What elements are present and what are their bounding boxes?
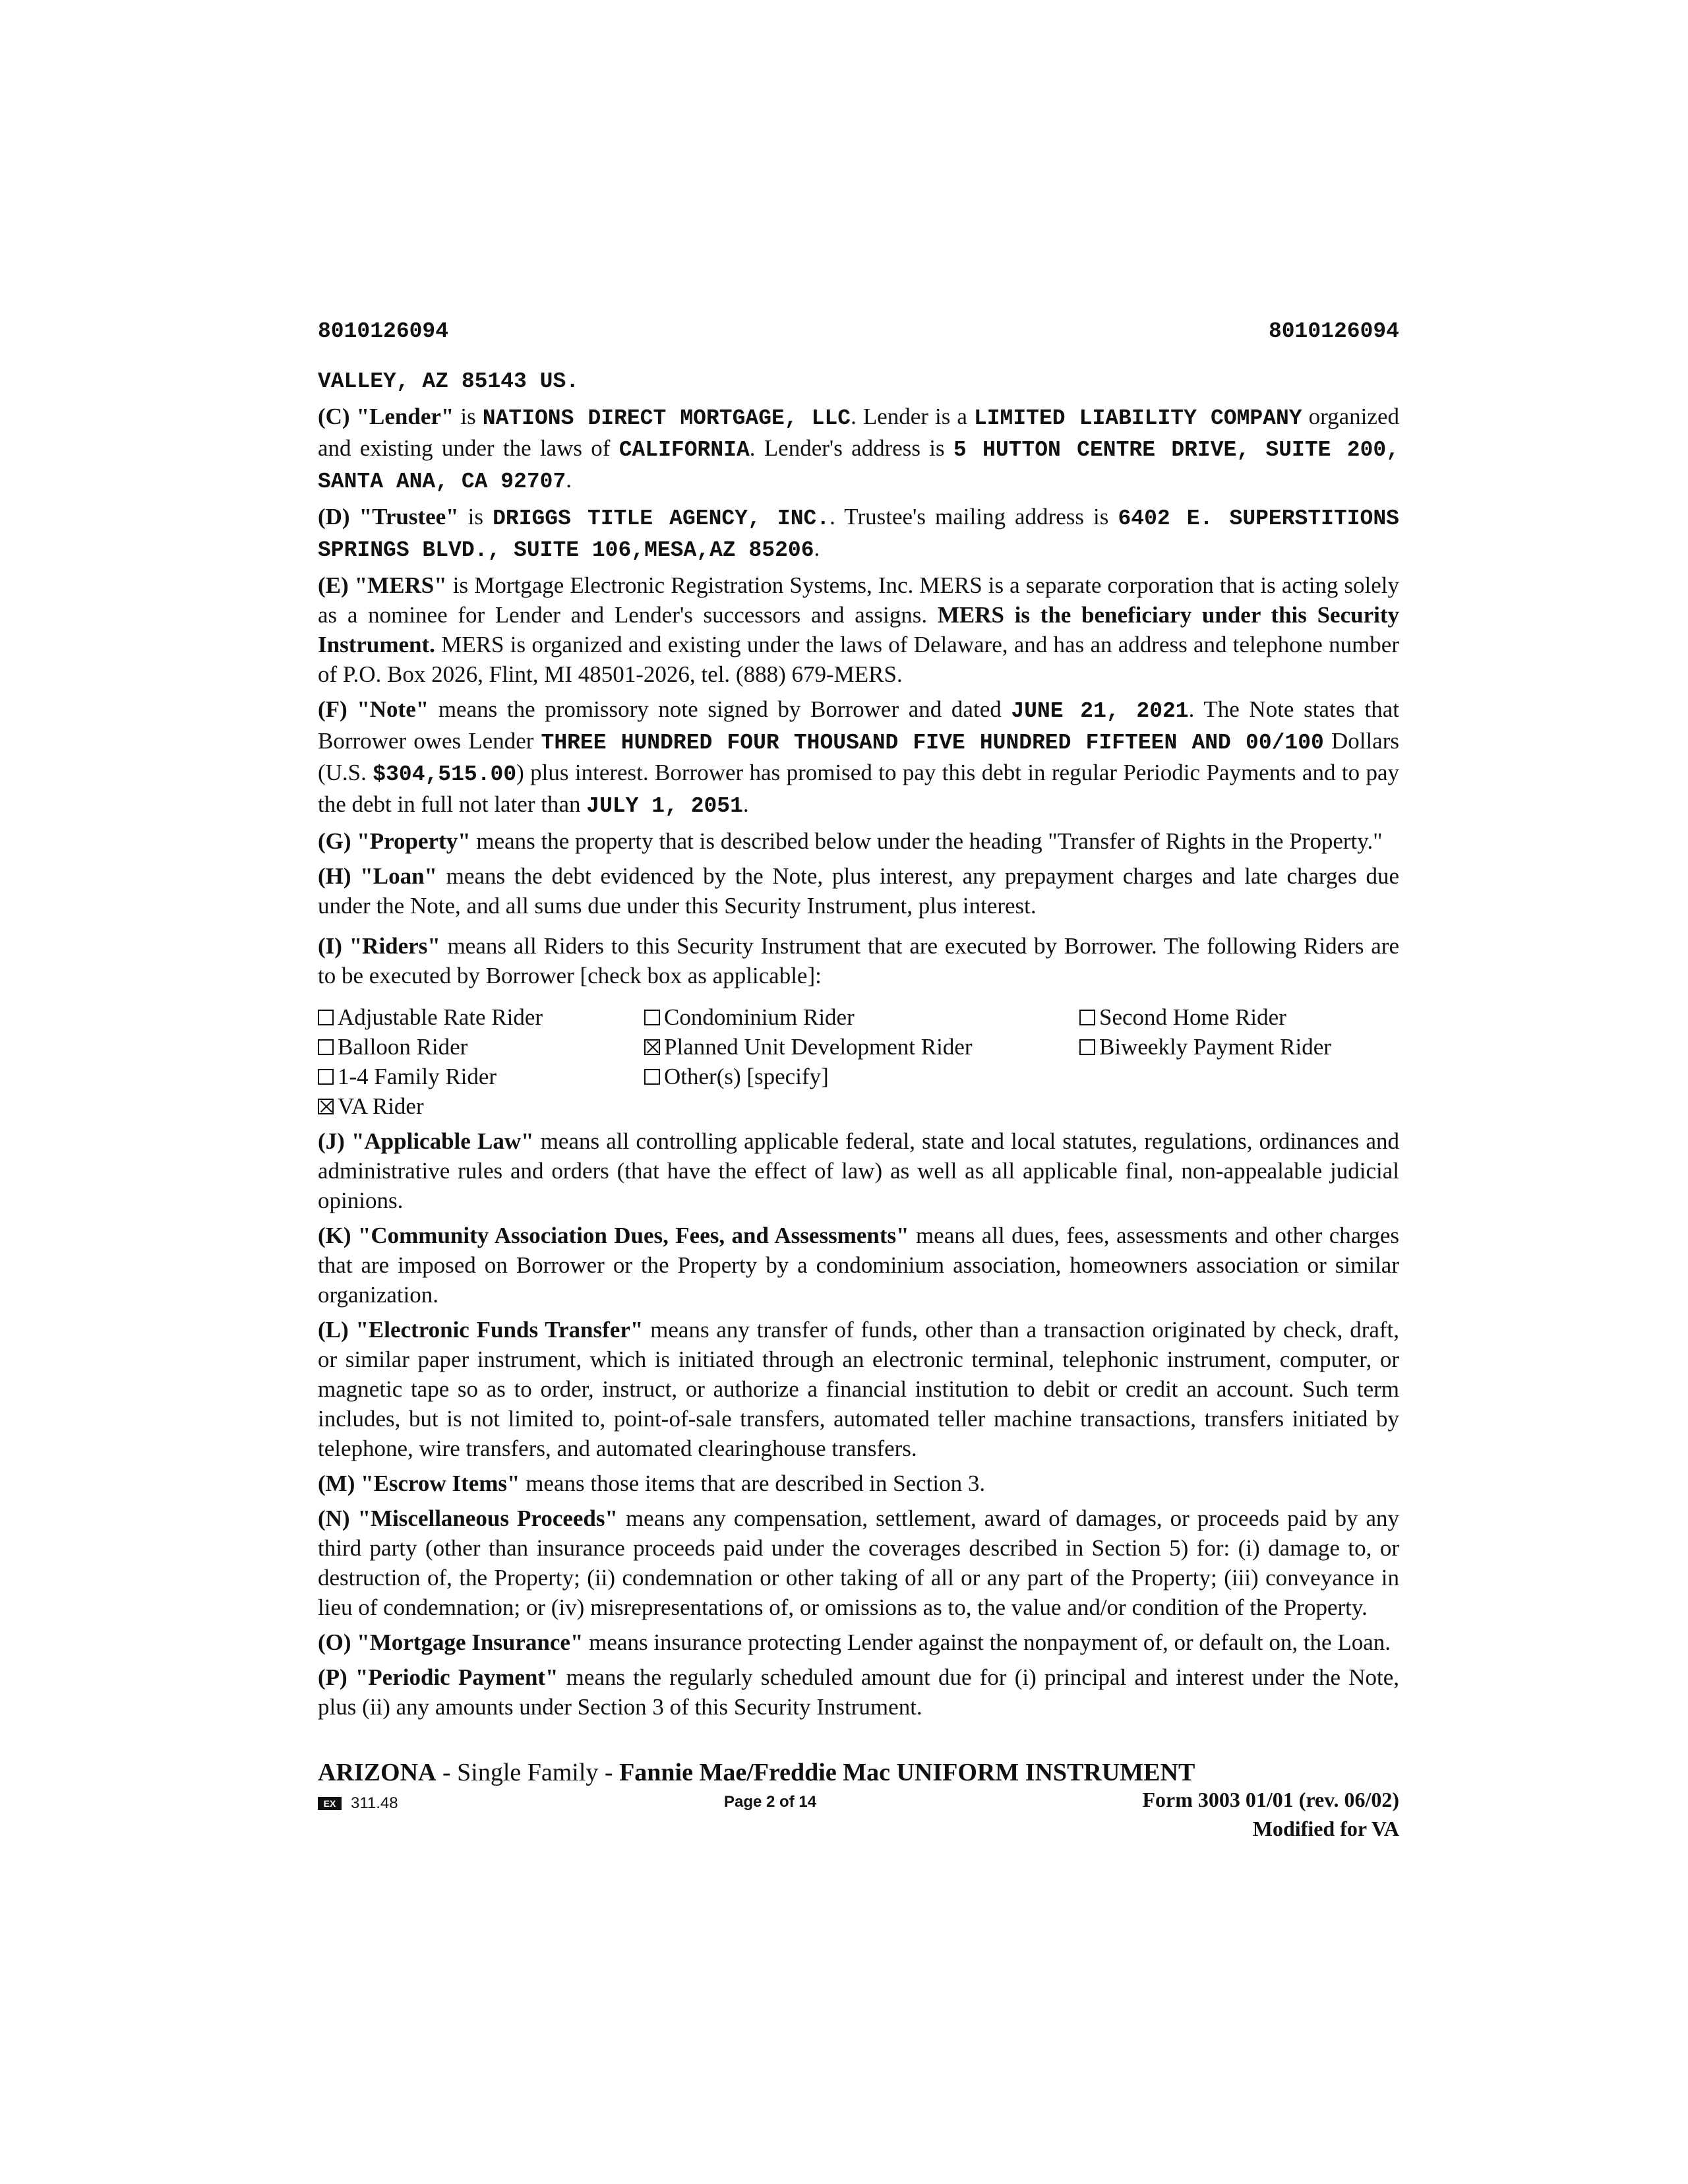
modified-for-va: Modified for VA bbox=[1252, 1817, 1399, 1840]
section-e-text-2: MERS is organized and existing under the laws of Delaware, and has an address and telephone number of P.O. Box 2026, Flint, MI 48501-2026, tel. (888) 679-MERS. bbox=[318, 632, 1399, 687]
section-p-label: (P) "Periodic Payment" bbox=[318, 1664, 558, 1690]
loan-number-right: 8010126094 bbox=[1268, 319, 1399, 344]
section-h-text: means the debt evidenced by the Note, plus interest, any prepayment charges and late charges due under the Note, and all sums due under this Security Instrument, plus interest. bbox=[318, 863, 1399, 919]
section-h-label: (H) "Loan" bbox=[318, 863, 437, 889]
footer-row bbox=[318, 1788, 1399, 1815]
section-d-label: (D) "Trustee" bbox=[318, 504, 459, 530]
rider-adjustable-rate bbox=[318, 1002, 644, 1032]
rider-va bbox=[318, 1091, 644, 1121]
checkbox-others-rider[interactable] bbox=[644, 1069, 660, 1085]
checkbox-condominium-rider[interactable] bbox=[644, 1010, 660, 1025]
checkbox-va-rider-checked[interactable] bbox=[318, 1099, 334, 1114]
section-e-mers bbox=[318, 570, 1399, 689]
section-m-text: means those items that are described in Section 3. bbox=[520, 1471, 986, 1496]
section-n-text: means any compensation, settlement, award of damages, or proceeds paid by any third party (other than insurance proceeds paid under the coverages described in Section 5) for: (i) damage to, or destruction of, the Property; (ii) condemnation or other taking of all or any part of the Property; (iii) conveyance in lieu of condemnation; or (iv) misrepresentations of, or omissions as to, the value and/or condition of the Property. bbox=[318, 1505, 1399, 1620]
footer-mid-text: - Single Family - bbox=[436, 1759, 620, 1786]
footer-title bbox=[318, 1757, 1399, 1788]
section-o-mortgage-insurance bbox=[318, 1627, 1399, 1657]
section-l-electronic-funds-transfer bbox=[318, 1315, 1399, 1463]
form-number: Form 3003 01/01 (rev. 06/02) bbox=[1142, 1788, 1399, 1811]
section-c-label: (C) "Lender" bbox=[318, 404, 454, 429]
section-c-text-2: . Lender is a bbox=[851, 404, 974, 429]
address-continuation bbox=[318, 365, 1399, 396]
section-k-label: (K) "Community Association Dues, Fees, and Assessments" bbox=[318, 1223, 909, 1248]
note-amount: $304,515.00 bbox=[373, 762, 517, 787]
rider-label: Planned Unit Development Rider bbox=[664, 1034, 973, 1060]
checkbox-1-4-family-rider[interactable] bbox=[318, 1069, 334, 1085]
section-e-bold-text: MERS is the beneficiary under this Security Instrument. bbox=[318, 602, 1399, 657]
section-c-text-5: . bbox=[566, 467, 572, 493]
section-e-label: (E) "MERS" bbox=[318, 572, 447, 598]
section-j-label: (J) "Applicable Law" bbox=[318, 1128, 534, 1154]
section-k-text: means all dues, fees, assessments and other charges that are imposed on Borrower or the Property by a condominium association, homeowners association or similar organization. bbox=[318, 1223, 1399, 1308]
section-l-text: means any transfer of funds, other than a transaction originated by check, draft, or similar paper instrument, which is initiated through an electronic terminal, telephonic instrument, computer, or magnetic tape so as to order, instruct, or authorize a financial institution to debit or credit an account. Such term includes, but is not limited to, point-of-sale transfers, automated teller machine transactions, transfers initiated by telephone, wire transfers, and automated clearinghouse transfers. bbox=[318, 1317, 1400, 1461]
section-f-text-3: Dollars (U.S. bbox=[318, 728, 1399, 785]
footer-code: 311.48 bbox=[351, 1794, 398, 1812]
section-e-text-1: is Mortgage Electronic Registration Systems, Inc. MERS is a separate corporation that is acting solely as a nominee for Lender and Lender's successors and assigns. bbox=[318, 572, 1400, 628]
page-footer bbox=[318, 1757, 1399, 1842]
section-c-lender bbox=[318, 402, 1399, 497]
section-d-text-3: . bbox=[814, 535, 820, 561]
riders-checklist bbox=[318, 1002, 1399, 1121]
rider-label: Second Home Rider bbox=[1099, 1004, 1286, 1030]
footer-instrument: Fannie Mae/Freddie Mac UNIFORM INSTRUMENT bbox=[619, 1759, 1195, 1786]
section-f-text-1: means the promissory note signed by Borrower and dated bbox=[429, 696, 1011, 722]
trustee-address: 6402 E. SUPERSTITIONS SPRINGS BLVD., SUITE 106,MESA,AZ 85206 bbox=[318, 506, 1399, 562]
section-i-text: means all Riders to this Security Instrument that are executed by Borrower. The following Riders are to be executed by Borrower [check box as applicable]: bbox=[318, 933, 1399, 988]
section-m-escrow-items bbox=[318, 1469, 1399, 1498]
section-f-text-4: ) plus interest. Borrower has promised to pay this debt in regular Periodic Payments and to pay the debt in full not later than bbox=[318, 760, 1399, 817]
page-number: Page 2 of 14 bbox=[724, 1793, 817, 1811]
section-c-text-3: organized and existing under the laws of bbox=[318, 404, 1399, 461]
ex-logo: EX bbox=[318, 1797, 342, 1810]
rider-label: Condominium Rider bbox=[664, 1004, 855, 1030]
rider-second-home bbox=[1079, 1002, 1399, 1032]
section-f-text-5: . bbox=[742, 791, 749, 817]
section-m-label: (M) "Escrow Items" bbox=[318, 1471, 520, 1496]
section-g-property bbox=[318, 826, 1399, 856]
rider-1-4-family bbox=[318, 1062, 644, 1091]
section-d-text-2: . Trustee's mailing address is bbox=[829, 504, 1118, 530]
section-c-text-4: . Lender's address is bbox=[749, 435, 953, 461]
section-k-association-dues bbox=[318, 1221, 1399, 1310]
section-i-riders bbox=[318, 931, 1399, 990]
checkbox-second-home-rider[interactable] bbox=[1079, 1010, 1095, 1025]
section-d-trustee bbox=[318, 502, 1399, 565]
section-j-text: means all controlling applicable federal, state and local statutes, regulations, ordinances and administrative rules and orders (that have the effect of law) as well as all applicable final, non-appealable judicial opinions. bbox=[318, 1128, 1399, 1213]
lender-state: CALIFORNIA bbox=[618, 438, 750, 462]
loan-number-left: 8010126094 bbox=[318, 319, 449, 344]
section-h-loan bbox=[318, 861, 1399, 921]
checkbox-balloon-rider[interactable] bbox=[318, 1039, 334, 1055]
trustee-name: DRIGGS TITLE AGENCY, INC. bbox=[493, 506, 830, 531]
rider-label: Adjustable Rate Rider bbox=[338, 1004, 543, 1030]
rider-condominium bbox=[644, 1002, 1079, 1032]
section-n-miscellaneous-proceeds bbox=[318, 1503, 1399, 1622]
rider-label: Biweekly Payment Rider bbox=[1099, 1034, 1331, 1060]
note-date: JUNE 21, 2021 bbox=[1011, 699, 1189, 723]
rider-label: Balloon Rider bbox=[338, 1034, 468, 1060]
section-c-text-1: is bbox=[454, 404, 483, 429]
section-g-text: means the property that is described below under the heading "Transfer of Rights in the Property." bbox=[470, 828, 1383, 854]
note-maturity-date: JULY 1, 2051 bbox=[586, 794, 743, 818]
section-i-label: (I) "Riders" bbox=[318, 933, 440, 959]
checkbox-biweekly-payment-rider[interactable] bbox=[1079, 1039, 1095, 1055]
rider-label: 1-4 Family Rider bbox=[338, 1064, 497, 1089]
rider-empty-cell bbox=[1079, 1062, 1399, 1091]
section-f-text-2: . The Note states that Borrower owes Lender bbox=[318, 696, 1399, 754]
section-o-text: means insurance protecting Lender against the nonpayment of, or default on, the Loan. bbox=[583, 1629, 1391, 1655]
section-d-text-1: is bbox=[458, 504, 493, 530]
rider-label: Other(s) [specify] bbox=[664, 1064, 829, 1089]
checkbox-planned-unit-development-rider-checked[interactable] bbox=[644, 1039, 660, 1055]
rider-planned-unit-development bbox=[644, 1032, 1079, 1062]
section-f-note bbox=[318, 694, 1399, 821]
lender-name: NATIONS DIRECT MORTGAGE, LLC bbox=[482, 406, 851, 431]
rider-label: VA Rider bbox=[338, 1093, 424, 1119]
footer-state: ARIZONA bbox=[318, 1759, 437, 1786]
rider-others bbox=[644, 1062, 1079, 1091]
lender-address: 5 HUTTON CENTRE DRIVE, SUITE 200, SANTA ANA, CA 92707 bbox=[318, 438, 1400, 494]
section-l-label: (L) "Electronic Funds Transfer" bbox=[318, 1317, 644, 1343]
address-continuation-text: VALLEY, AZ 85143 US. bbox=[318, 369, 580, 394]
section-g-label: (G) "Property" bbox=[318, 828, 471, 854]
loan-number-header bbox=[318, 317, 1399, 346]
rider-balloon bbox=[318, 1032, 644, 1062]
section-p-text: means the regularly scheduled amount due for (i) principal and interest under the Note, plus (ii) any amounts under Section 3 of this Security Instrument. bbox=[318, 1664, 1399, 1720]
document-page bbox=[318, 317, 1399, 1842]
lender-entity-type: LIMITED LIABILITY COMPANY bbox=[973, 406, 1302, 431]
section-p-periodic-payment bbox=[318, 1662, 1399, 1722]
section-o-label: (O) "Mortgage Insurance" bbox=[318, 1629, 584, 1655]
footer-code-group bbox=[318, 1792, 398, 1815]
rider-biweekly-payment bbox=[1079, 1032, 1399, 1062]
section-n-label: (N) "Miscellaneous Proceeds" bbox=[318, 1505, 618, 1531]
section-j-applicable-law bbox=[318, 1126, 1399, 1215]
checkbox-adjustable-rate-rider[interactable] bbox=[318, 1010, 334, 1025]
note-amount-words: THREE HUNDRED FOUR THOUSAND FIVE HUNDRED FIFTEEN AND 00/100 bbox=[541, 731, 1324, 755]
section-f-label: (F) "Note" bbox=[318, 696, 429, 722]
